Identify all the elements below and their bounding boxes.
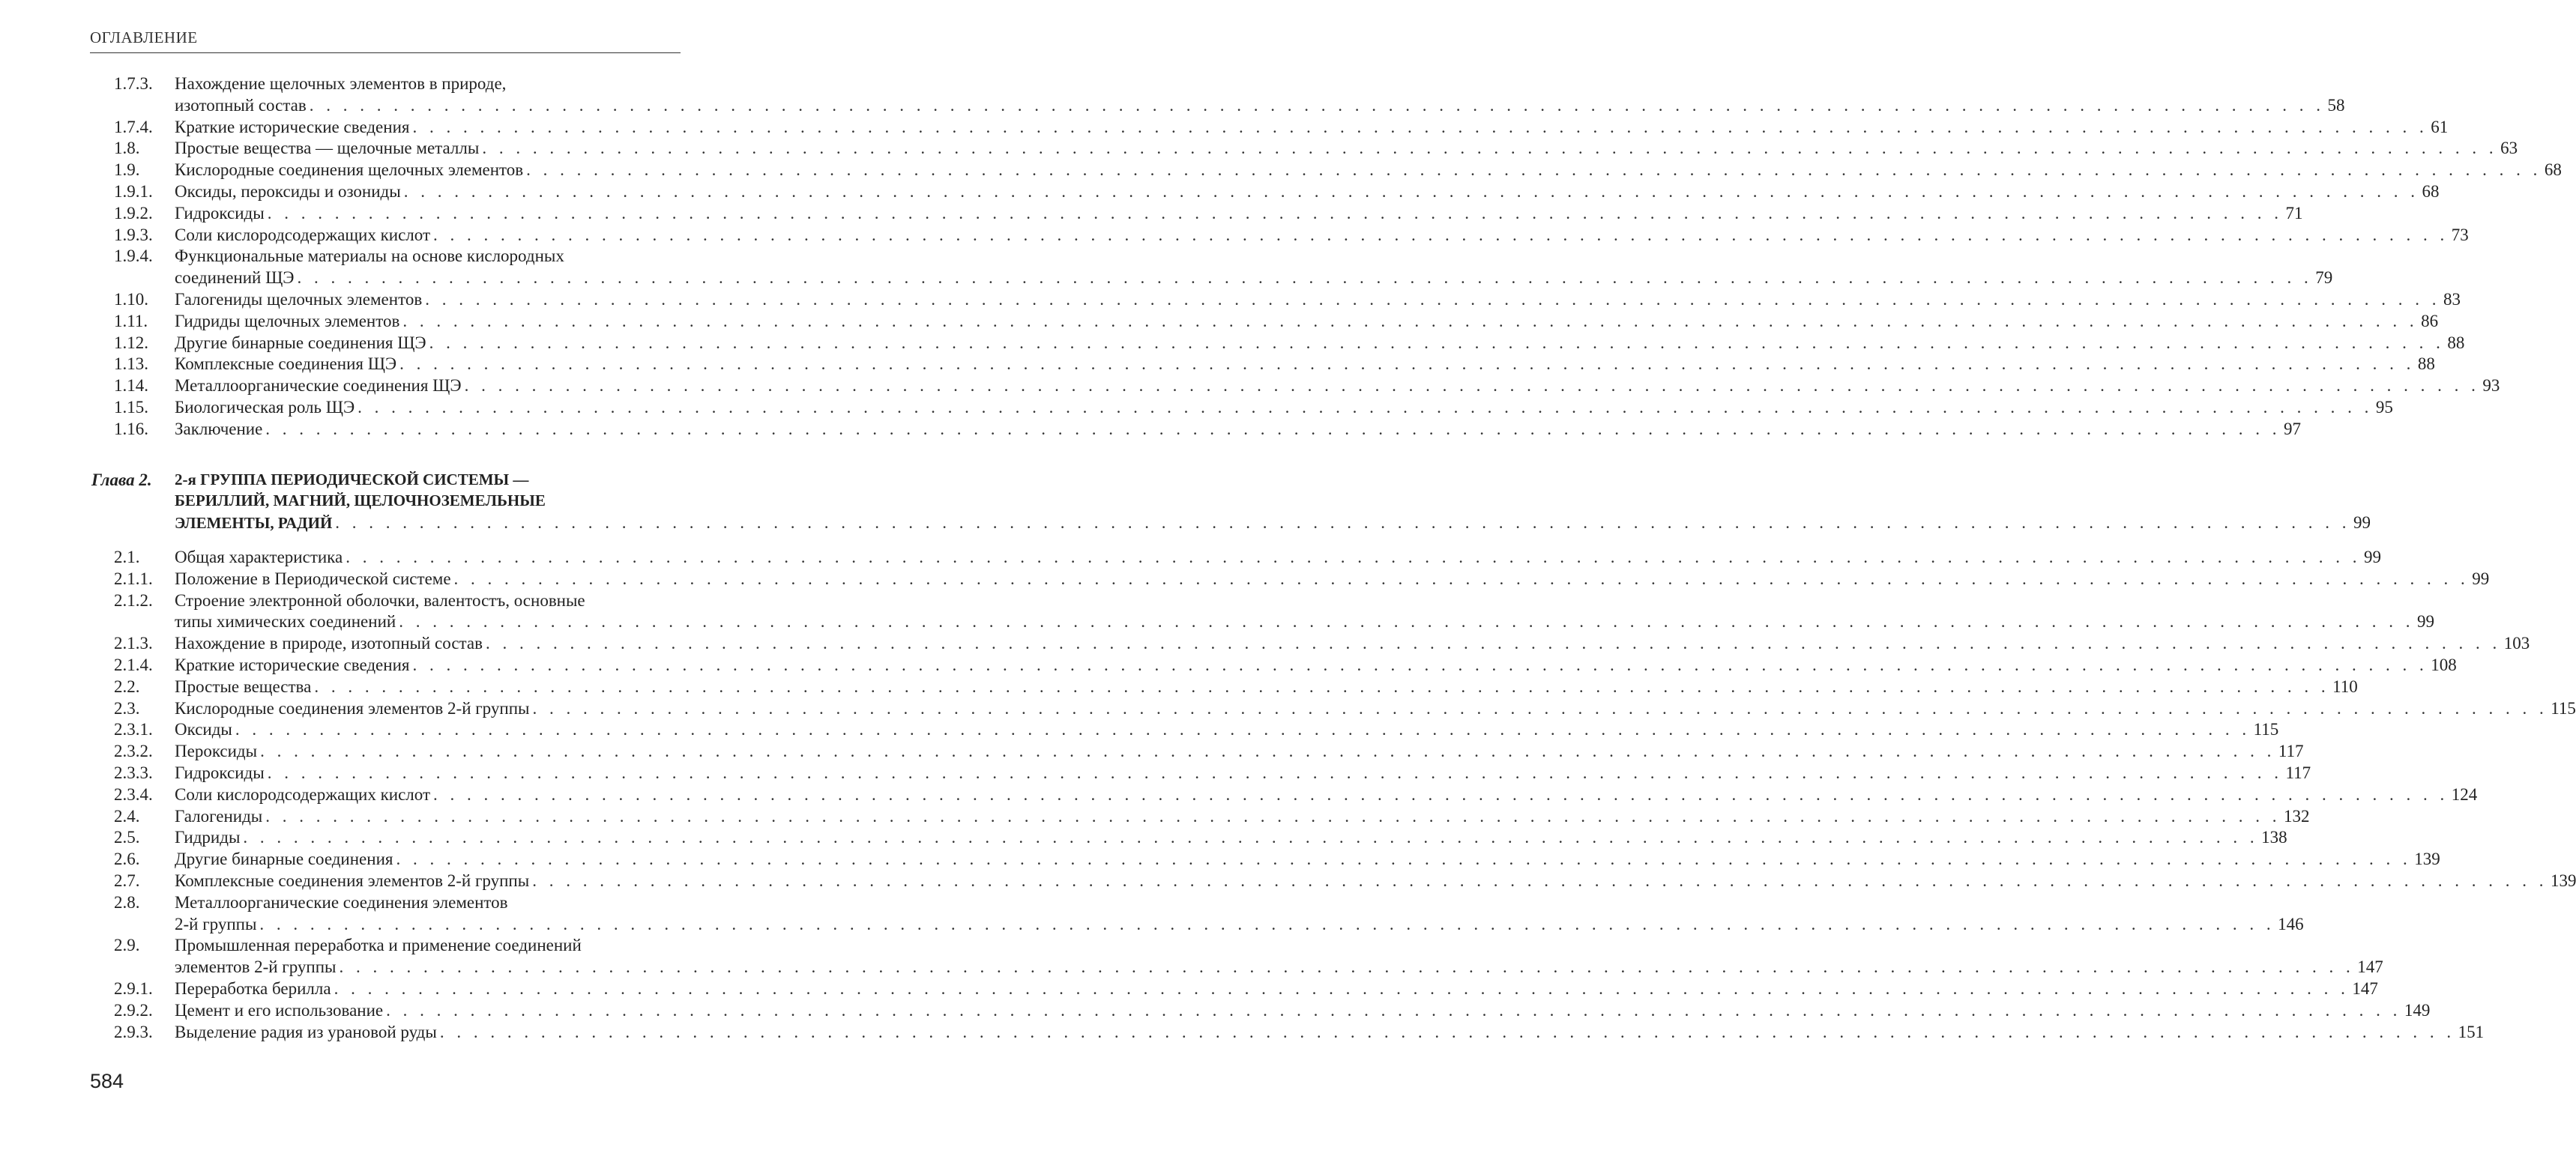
toc-entry-line [0,654,2457,676]
toc-entry-line [0,546,2381,568]
entry-text-line [175,999,2431,1021]
entry-text-line [175,632,2530,654]
toc-entry-line [0,267,2333,288]
entry-text-line [175,590,681,611]
entry-text-line [175,490,681,512]
entry-text-line [175,740,2304,762]
section-number: 1.7.4. [114,117,153,136]
page-ref: 99 [2472,569,2490,588]
section-title: Гидриды щелочных элементов [175,311,400,330]
dot-leader: . . . . . . . . . . . . . . . . . . . . . . . . . . . . . . . . . . . . . . . . . . . . . . . . . . . . . . . . . . . . . . . . . . . . . . . . . . . . . . . . . . . . . . . . . . . . . . . . . . . . . . . . . . . . . . . . . . . . . . . . [425,290,2440,309]
toc-entry-line [0,94,2345,116]
page-ref: 151 [2458,1022,2485,1041]
section-number: 2.8. [114,892,140,912]
entry-text-line [175,676,2358,697]
section-number: 2.9. [114,936,140,955]
page-ref: 58 [2327,95,2345,115]
section-number: 2.1.4. [114,656,153,674]
toc-entry-line [0,956,2383,978]
entry-text-line [175,1021,2485,1043]
section-number: 1.9. [114,160,140,180]
dot-leader: . . . . . . . . . . . . . . . . . . . . . . . . . . . . . . . . . . . . . . . . . . . . . . . . . . . . . . . . . . . . . . . . . . . . . . . . . . . . . . . . . . . . . . . . . . . . . . . . . . . . . . . . . . . . . . . . . . . . . . . . [335,513,2351,533]
dot-leader: . . . . . . . . . . . . . . . . . . . . . . . . . . . . . . . . . . . . . . . . . . . . . . . . . . . . . . . . . . . . . . . . . . . . . . . . . . . . . . . . . . . . . . . . . . . . . . . . . . . . . . . . . . . . . . . . . . . . . . . . [339,957,2355,977]
section-title: Гидроксиды [175,763,265,782]
section-number: 1.13. [114,354,148,374]
page-ref: 99 [2416,612,2434,632]
dot-leader: . . . . . . . . . . . . . . . . . . . . . . . . . . . . . . . . . . . . . . . . . . . . . . . . . . . . . . . . . . . . . . . . . . . . . . . . . . . . . . . . . . . . . . . . . . . . . . . . . . . . . . . . . . . . . . . . . . . . . . . . [439,1022,2455,1041]
entry-text-line [175,978,2378,999]
page-ref: 63 [2500,139,2518,158]
section-number: 2.9.3. [114,1022,153,1041]
section-title: Переработка берилла [175,979,331,998]
section-title: Оксиды, пероксиды и озониды [175,182,401,201]
section-number: 2.1.2. [114,590,153,610]
page-ref: 146 [2278,914,2304,933]
section-title: Другие бинарные соединения [175,850,393,869]
dot-leader: . . . . . . . . . . . . . . . . . . . . . . . . . . . . . . . . . . . . . . . . . . . . . . . . . . . . . . . . . . . . . . . . . . . . . . . . . . . . . . . . . . . . . . . . . . . . . . . . . . . . . . . . . . . . . . . . . . . . . . . . [482,139,2498,158]
chapter-title: БЕРИЛЛИЙ, МАГНИЙ, ЩЕЛОЧНОЗЕМЕЛЬНЫЕ [175,491,546,510]
section-title: Соли кислородсодержащих кислот [175,784,431,804]
section-title: Простые вещества [175,677,312,696]
chapter-heading-line [0,512,2371,533]
dot-leader: . . . . . . . . . . . . . . . . . . . . . . . . . . . . . . . . . . . . . . . . . . . . . . . . . . . . . . . . . . . . . . . . . . . . . . . . . . . . . . . . . . . . . . . . . . . . . . . . . . . . . . . . . . . . . . . . . . . . . . . . [399,354,2415,374]
toc-entry-line [0,611,2434,632]
dot-leader: . . . . . . . . . . . . . . . . . . . . . . . . . . . . . . . . . . . . . . . . . . . . . . . . . . . . . . . . . . . . . . . . . . . . . . . . . . . . . . . . . . . . . . . . . . . . . . . . . . . . . . . . . . . . . . . . . . . . . . . . [402,311,2419,330]
section-title: Комплексные соединения элементов 2-й группы [175,871,530,890]
page-ref: 115 [2253,720,2279,739]
page-ref: 88 [2447,333,2465,352]
section-number: 2.3.1. [114,720,153,739]
entry-text-line [175,956,2383,978]
dot-leader: . . . . . . . . . . . . . . . . . . . . . . . . . . . . . . . . . . . . . . . . . . . . . . . . . . . . . . . . . . . . . . . . . . . . . . . . . . . . . . . . . . . . . . . . . . . . . . . . . . . . . . . . . . . . . . . . . . . . . . . . [453,569,2470,588]
dot-leader: . . . . . . . . . . . . . . . . . . . . . . . . . . . . . . . . . . . . . . . . . . . . . . . . . . . . . . . . . . . . . . . . . . . . . . . . . . . . . . . . . . . . . . . . . . . . . . . . . . . . . . . . . . . . . . . . . . . . . . . . [403,182,2419,201]
page-ref: 86 [2421,311,2439,330]
section-title: Другие бинарные соединения ЩЭ [175,333,426,352]
entry-text-line [175,181,2440,202]
entry-text-line [175,396,2393,418]
dot-leader: . . . . . . . . . . . . . . . . . . . . . . . . . . . . . . . . . . . . . . . . . . . . . . . . . . . . . . . . . . . . . . . . . . . . . . . . . . . . . . . . . . . . . . . . . . . . . . . . . . . . . . . . . . . . . . . . . . . . . . . . [396,850,2412,869]
entry-text-line [175,267,2333,288]
toc-entry-line [0,740,2304,762]
page-ref: 99 [2363,548,2381,566]
section-title: Галогениды [175,806,263,826]
dot-leader: . . . . . . . . . . . . . . . . . . . . . . . . . . . . . . . . . . . . . . . . . . . . . . . . . . . . . . . . . . . . . . . . . . . . . . . . . . . . . . . . . . . . . . . . . . . . . . . . . . . . . . . . . . . . . . . . . . . . . . . . [260,742,2275,761]
dot-leader: . . . . . . . . . . . . . . . . . . . . . . . . . . . . . . . . . . . . . . . . . . . . . . . . . . . . . . . . . . . . . . . . . . . . . . . . . . . . . . . . . . . . . . . . . . . . . . . . . . . . . . . . . . . . . . . . . . . . . . . . [267,203,2283,223]
section-number: 1.12. [114,333,148,352]
dot-leader: . . . . . . . . . . . . . . . . . . . . . . . . . . . . . . . . . . . . . . . . . . . . . . . . . . . . . . . . . . . . . . . . . . . . . . . . . . . . . . . . . . . . . . . . . . . . . . . . . . . . . . . . . . . . . . . . . . . . . . . . [532,698,2548,718]
section-title: Гидриды [175,828,241,847]
section-title: Краткие исторические сведения [175,117,410,136]
toc-entry-line [0,73,749,94]
toc-entry-line [0,396,2393,418]
entry-text-line [175,469,681,491]
page-ref: 139 [2414,850,2440,869]
entry-text-line [175,332,2465,354]
dot-leader: . . . . . . . . . . . . . . . . . . . . . . . . . . . . . . . . . . . . . . . . . . . . . . . . . . . . . . . . . . . . . . . . . . . . . . . . . . . . . . . . . . . . . . . . . . . . . . . . . . . . . . . . . . . . . . . . . . . . . . . . [433,784,2449,804]
dot-leader: . . . . . . . . . . . . . . . . . . . . . . . . . . . . . . . . . . . . . . . . . . . . . . . . . . . . . . . . . . . . . . . . . . . . . . . . . . . . . . . . . . . . . . . . . . . . . . . . . . . . . . . . . . . . . . . . . . . . . . . . [526,160,2542,180]
dot-leader: . . . . . . . . . . . . . . . . . . . . . . . . . . . . . . . . . . . . . . . . . . . . . . . . . . . . . . . . . . . . . . . . . . . . . . . . . . . . . . . . . . . . . . . . . . . . . . . . . . . . . . . . . . . . . . . . . . . . . . . . [265,806,2281,826]
page-ref: 61 [2431,117,2449,136]
section-title: Галогениды щелочных элементов [175,290,423,309]
entry-text-line [175,848,2440,870]
page-ref: 99 [2353,513,2371,533]
dot-leader: . . . . . . . . . . . . . . . . . . . . . . . . . . . . . . . . . . . . . . . . . . . . . . . . . . . . . . . . . . . . . . . . . . . . . . . . . . . . . . . . . . . . . . . . . . . . . . . . . . . . . . . . . . . . . . . . . . . . . . . . [464,376,2480,396]
entry-text-line [175,94,2345,116]
section-number: 2.9.1. [114,979,153,998]
page-ref: 108 [2431,656,2457,674]
section-title: Оксиды [175,720,232,739]
dot-leader: . . . . . . . . . . . . . . . . . . . . . . . . . . . . . . . . . . . . . . . . . . . . . . . . . . . . . . . . . . . . . . . . . . . . . . . . . . . . . . . . . . . . . . . . . . . . . . . . . . . . . . . . . . . . . . . . . . . . . . . . [346,548,2361,566]
toc-entry-line [0,288,2461,310]
section-title: Общая характеристика [175,548,343,566]
section-number: 1.10. [114,290,148,309]
dot-leader: . . . . . . . . . . . . . . . . . . . . . . . . . . . . . . . . . . . . . . . . . . . . . . . . . . . . . . . . . . . . . . . . . . . . . . . . . . . . . . . . . . . . . . . . . . . . . . . . . . . . . . . . . . . . . . . . . . . . . . . . [267,763,2283,782]
toc-entry-line [0,418,2302,440]
section-title: 2-й группы [175,914,257,933]
entry-text-line [175,224,2469,246]
toc-entry-line [0,590,749,611]
chapter-title: ЭЛЕМЕНТЫ, РАДИЙ [175,514,333,533]
toc-entry-line [0,375,2500,396]
section-number: 1.11. [114,311,148,330]
dot-leader: . . . . . . . . . . . . . . . . . . . . . . . . . . . . . . . . . . . . . . . . . . . . . . . . . . . . . . . . . . . . . . . . . . . . . . . . . . . . . . . . . . . . . . . . . . . . . . . . . . . . . . . . . . . . . . . . . . . . . . . . [243,828,2259,847]
entry-text-line [175,784,2478,805]
section-title: Кислородные соединения щелочных элементов [175,160,524,180]
dot-leader: . . . . . . . . . . . . . . . . . . . . . . . . . . . . . . . . . . . . . . . . . . . . . . . . . . . . . . . . . . . . . . . . . . . . . . . . . . . . . . . . . . . . . . . . . . . . . . . . . . . . . . . . . . . . . . . . . . . . . . . . [412,117,2428,136]
dot-leader: . . . . . . . . . . . . . . . . . . . . . . . . . . . . . . . . . . . . . . . . . . . . . . . . . . . . . . . . . . . . . . . . . . . . . . . . . . . . . . . . . . . . . . . . . . . . . . . . . . . . . . . . . . . . . . . . . . . . . . . . [358,398,2373,417]
chapter-heading-line [0,490,749,512]
page-ref: 73 [2451,225,2469,244]
toc-entry-line [0,332,2465,354]
page-ref: 139 [2550,871,2576,890]
page-ref: 124 [2451,784,2478,804]
entry-text-line [175,546,2381,568]
page-ref: 68 [2422,182,2440,201]
page-ref: 95 [2375,398,2393,417]
page-ref: 138 [2261,828,2287,847]
entry-text-line [175,159,2562,181]
section-number: 2.3. [114,698,140,718]
toc-entry-line [0,870,2576,892]
section-title: Строение электронной оболочки, валентостъ, основные [175,590,585,610]
section-number: 2.1.3. [114,634,153,653]
dot-leader: . . . . . . . . . . . . . . . . . . . . . . . . . . . . . . . . . . . . . . . . . . . . . . . . . . . . . . . . . . . . . . . . . . . . . . . . . . . . . . . . . . . . . . . . . . . . . . . . . . . . . . . . . . . . . . . . . . . . . . . . [429,333,2445,352]
section-title: Промышленная переработка и применение соединений [175,936,582,955]
dot-leader: . . . . . . . . . . . . . . . . . . . . . . . . . . . . . . . . . . . . . . . . . . . . . . . . . . . . . . . . . . . . . . . . . . . . . . . . . . . . . . . . . . . . . . . . . . . . . . . . . . . . . . . . . . . . . . . . . . . . . . . . [334,979,2350,998]
entry-text-line [175,718,2279,740]
section-title: Кислородные соединения элементов 2-й группы [175,698,530,718]
section-number: 1.15. [114,398,148,417]
section-title: типы химических соединений [175,612,396,632]
dot-leader: . . . . . . . . . . . . . . . . . . . . . . . . . . . . . . . . . . . . . . . . . . . . . . . . . . . . . . . . . . . . . . . . . . . . . . . . . . . . . . . . . . . . . . . . . . . . . . . . . . . . . . . . . . . . . . . . . . . . . . . . [235,720,2251,739]
entry-text-line [175,245,681,267]
toc-entry-line [0,805,2310,827]
toc-entry-line [0,934,749,956]
dot-leader: . . . . . . . . . . . . . . . . . . . . . . . . . . . . . . . . . . . . . . . . . . . . . . . . . . . . . . . . . . . . . . . . . . . . . . . . . . . . . . . . . . . . . . . . . . . . . . . . . . . . . . . . . . . . . . . . . . . . . . . . [314,677,2330,696]
dot-leader: . . . . . . . . . . . . . . . . . . . . . . . . . . . . . . . . . . . . . . . . . . . . . . . . . . . . . . . . . . . . . . . . . . . . . . . . . . . . . . . . . . . . . . . . . . . . . . . . . . . . . . . . . . . . . . . . . . . . . . . . [532,871,2548,890]
entry-text-line [175,892,681,913]
page-ref: 117 [2278,742,2304,761]
entry-text-line [175,805,2310,827]
toc-entry-line [0,826,2287,848]
section-number: 1.9.1. [114,182,153,201]
entry-text-line [175,353,2435,375]
page-ref: 147 [2352,979,2378,998]
entry-text-line [175,870,2576,892]
section-number: 2.7. [114,871,140,890]
section-title: Соли кислородсодержащих кислот [175,225,431,244]
section-title: Краткие исторические сведения [175,656,410,674]
toc-entry-line [0,999,2431,1021]
dot-leader: . . . . . . . . . . . . . . . . . . . . . . . . . . . . . . . . . . . . . . . . . . . . . . . . . . . . . . . . . . . . . . . . . . . . . . . . . . . . . . . . . . . . . . . . . . . . . . . . . . . . . . . . . . . . . . . . . . . . . . . . [386,1000,2401,1020]
entry-text-line [175,288,2461,310]
section-title: Металлоорганические соединения элементов [175,892,508,912]
section-title: Цемент и его использование [175,1000,384,1020]
entry-text-line [175,137,2518,159]
page-ref: 71 [2285,203,2303,223]
section-title: соединений ЩЭ [175,268,295,288]
page-ref: 83 [2443,290,2461,309]
section-number: 2.3.2. [114,742,153,761]
section-number: 2.5. [114,828,140,847]
toc-entry-line [0,224,2469,246]
toc-entry-line [0,676,2358,697]
page-ref: 149 [2404,1000,2431,1020]
toc-entry-line [0,202,2303,224]
section-number: 1.16. [114,419,148,438]
section-title: Выделение радия из урановой руды [175,1022,437,1041]
section-number: 2.1.1. [114,569,153,588]
chapter-label: Глава 2. [91,470,152,489]
page-number: 584 [90,1070,124,1092]
running-header-title: ОГЛАВЛЕНИЕ [90,28,198,46]
entry-text-line [175,826,2287,848]
toc-entry-line [0,892,749,913]
toc-entry-line [0,762,2311,784]
entry-text-line [175,934,681,956]
toc-entry-line [0,159,2562,181]
entry-text-line [175,568,2490,590]
dot-leader: . . . . . . . . . . . . . . . . . . . . . . . . . . . . . . . . . . . . . . . . . . . . . . . . . . . . . . . . . . . . . . . . . . . . . . . . . . . . . . . . . . . . . . . . . . . . . . . . . . . . . . . . . . . . . . . . . . . . . . . . [412,656,2428,674]
page-ref: 68 [2544,160,2562,180]
toc-entry-line [0,784,2478,805]
chapter-heading-line [0,469,749,491]
entry-text-line [175,697,2576,719]
section-number: 2.3.3. [114,763,153,782]
toc-entry-line [0,697,2576,719]
section-number: 1.9.2. [114,203,153,223]
page-ref: 88 [2417,354,2435,374]
section-title: Положение в Периодической системе [175,569,451,588]
entry-text-line [175,418,2302,440]
toc-entry-line [0,310,2439,332]
entry-text-line [175,375,2500,396]
dot-leader: . . . . . . . . . . . . . . . . . . . . . . . . . . . . . . . . . . . . . . . . . . . . . . . . . . . . . . . . . . . . . . . . . . . . . . . . . . . . . . . . . . . . . . . . . . . . . . . . . . . . . . . . . . . . . . . . . . . . . . . . [399,612,2414,632]
page-ref: 79 [2315,268,2333,288]
header-rule [90,52,681,53]
toc-entry-line [0,245,749,267]
toc-entry-line [0,632,2530,654]
section-number: 2.1. [114,548,140,566]
section-number: 1.9.3. [114,225,153,244]
section-number: 2.6. [114,850,140,869]
toc-entry-line [0,718,2279,740]
chapter-title: 2-я ГРУППА ПЕРИОДИЧЕСКОЙ СИСТЕМЫ — [175,470,529,488]
section-title: Простые вещества — щелочные металлы [175,139,480,158]
entry-text-line [175,913,2304,935]
section-number: 1.7.3. [114,74,153,93]
section-number: 1.8. [114,139,140,158]
dot-leader: . . . . . . . . . . . . . . . . . . . . . . . . . . . . . . . . . . . . . . . . . . . . . . . . . . . . . . . . . . . . . . . . . . . . . . . . . . . . . . . . . . . . . . . . . . . . . . . . . . . . . . . . . . . . . . . . . . . . . . . . [265,419,2281,438]
page-ref: 97 [2284,419,2302,438]
entry-text-line [175,762,2311,784]
dot-leader: . . . . . . . . . . . . . . . . . . . . . . . . . . . . . . . . . . . . . . . . . . . . . . . . . . . . . . . . . . . . . . . . . . . . . . . . . . . . . . . . . . . . . . . . . . . . . . . . . . . . . . . . . . . . . . . . . . . . . . . . [297,268,2313,288]
section-title: Комплексные соединения ЩЭ [175,354,397,374]
section-title: Пероксиды [175,742,258,761]
dot-leader: . . . . . . . . . . . . . . . . . . . . . . . . . . . . . . . . . . . . . . . . . . . . . . . . . . . . . . . . . . . . . . . . . . . . . . . . . . . . . . . . . . . . . . . . . . . . . . . . . . . . . . . . . . . . . . . . . . . . . . . . [309,95,2325,115]
toc-entry-line [0,181,2440,202]
section-number: 1.9.4. [114,246,153,266]
section-number: 1.14. [114,376,148,396]
page-ref: 115 [2551,698,2576,718]
entry-text-line [175,611,2434,632]
section-title: изотопный состав [175,95,307,115]
section-title: Гидроксиды [175,203,265,223]
entry-text-line [175,73,681,94]
dot-leader: . . . . . . . . . . . . . . . . . . . . . . . . . . . . . . . . . . . . . . . . . . . . . . . . . . . . . . . . . . . . . . . . . . . . . . . . . . . . . . . . . . . . . . . . . . . . . . . . . . . . . . . . . . . . . . . . . . . . . . . . [259,914,2275,933]
section-number: 2.2. [114,677,140,696]
section-number: 2.9.2. [114,1000,153,1020]
toc-entry-line [0,568,2490,590]
page-ref: 132 [2283,806,2310,826]
section-title: Нахождение щелочных элементов в природе, [175,74,507,93]
toc-entry-line [0,978,2378,999]
page-ref: 93 [2482,376,2500,396]
toc-entry-line [0,913,2304,935]
entry-text-line [175,116,2449,138]
section-title: Функциональные материалы на основе кислородных [175,246,564,266]
entry-text-line [175,202,2303,224]
dot-leader: . . . . . . . . . . . . . . . . . . . . . . . . . . . . . . . . . . . . . . . . . . . . . . . . . . . . . . . . . . . . . . . . . . . . . . . . . . . . . . . . . . . . . . . . . . . . . . . . . . . . . . . . . . . . . . . . . . . . . . . . [433,225,2449,244]
section-number: 2.3.4. [114,784,153,804]
section-title: Металлоорганические соединения ЩЭ [175,376,462,396]
dot-leader: . . . . . . . . . . . . . . . . . . . . . . . . . . . . . . . . . . . . . . . . . . . . . . . . . . . . . . . . . . . . . . . . . . . . . . . . . . . . . . . . . . . . . . . . . . . . . . . . . . . . . . . . . . . . . . . . . . . . . . . . [485,634,2501,653]
toc-entry-line [0,137,2518,159]
page-ref: 110 [2332,677,2358,696]
section-number: 2.4. [114,806,140,826]
page-ref: 103 [2503,634,2530,653]
toc-entry-line [0,116,2449,138]
toc-entry-line [0,353,2435,375]
toc-entry-line [0,848,2440,870]
section-title: Биологическая роль ЩЭ [175,398,355,417]
entry-text-line [175,512,2371,534]
section-title: Заключение [175,419,263,438]
page-ref: 147 [2357,957,2383,977]
entry-text-line [175,310,2439,332]
section-title: элементов 2-й группы [175,957,337,977]
entry-text-line [175,654,2457,676]
section-title: Нахождение в природе, изотопный состав [175,634,483,653]
page-ref: 117 [2285,763,2311,782]
toc-entry-line [0,1021,2485,1043]
